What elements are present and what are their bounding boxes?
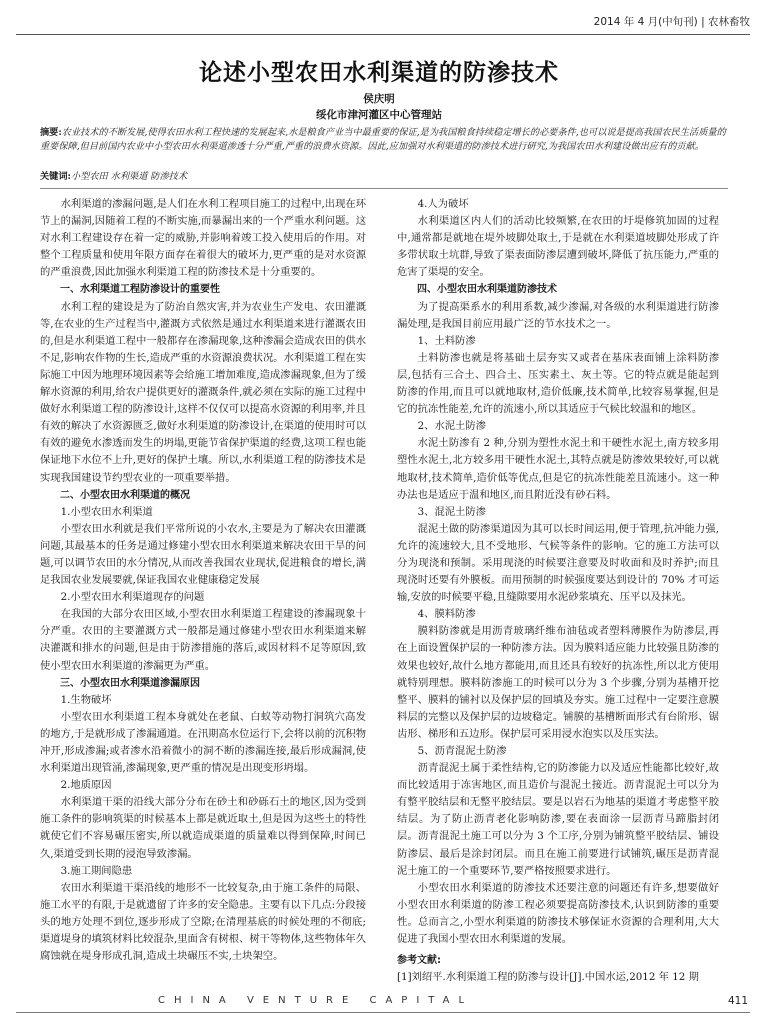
subsection-heading: 4.人为破坏: [417, 198, 469, 210]
paragraph: 水利渠道的渗漏问题,是人们在水利工程项目施工的过程中,出现在环节上的漏洞,因随着工程的不断实施,而暴漏出来的一个严重水利问题。这对水利工程建设存在着一定的威胁,并影响着竣工投入使用后的作用。对整个工程质量和使用年限方面存在着很大的破坏力,更严重的是对水资源的严重浪费,因此加强水利渠道工程的防渗技术是十分重要的。: [40, 198, 366, 279]
subsection-heading: 1、土料防渗: [417, 334, 476, 347]
section-heading: 四、小型农田水利渠道防渗技术: [417, 284, 557, 296]
left-column: [40, 196, 366, 965]
subsection-heading: 1.生物破坏: [60, 693, 112, 706]
subsection-heading: 2.小型农田水利渠道现存的问题: [60, 591, 205, 604]
keywords: [40, 170, 728, 184]
paragraph: 水利渠道干渠的沿线大部分分布在砂土和砂砾石土的地区,因为受到施工条件的影响筑渠的时候基本上都是就近取土,但是因为这些土的特性就使它们不容易碾压密实,所以就造成渠道的质量难以得到保障,时间已久,渠道受到长期的浸泡导致渗漏。: [40, 796, 366, 860]
paragraph: 水泥土防渗有 2 种,分别为塑性水泥土和干硬性水泥土,南方较多用塑性水泥土,北方较多用干硬性水泥土,其特点就是防渗效果较好,可以就地取材,技术简单,造价低等优点,但是它的抗冻性能差且流速小。这一种办法也是适应于温和地区,而且附近没有砂石料。: [397, 437, 719, 501]
journal-header: 2014 年 4 月(中旬刊) | 农林畜牧: [593, 16, 750, 28]
paragraph: 农田水利渠道干渠沿线的地形不一比较复杂,由于施工条件的局限、施工水平的有限,于是就遗留了许多的安全隐患。主要有以下几点:分段接头的地方处理不到位,逐步形成了空隙;在清理基底的时候处理的不彻底;渠道堤身的填筑材料比较混杂,里面含有树根、树干等物体,这些物体年久腐蚀就在堤身形成孔洞,造成土块碾压不实,土块架空。: [40, 881, 366, 963]
reference-item: [1]刘绍平.水利渠道工程的防渗与设计[J].中国水运,2012 年 12 期: [397, 971, 699, 984]
subsection-heading: 2、水泥土防渗: [417, 420, 486, 433]
paragraph: 土料防渗也就是将基础土层夯实又或者在基床表面铺上涂料防渗层,包括有三合土、四合土、压实素土、灰土等。它的特点就是能起到防渗的作用,而且可以就地取材,造价低廉,技术简单,比较容易掌握,但是它的抗冻性能差,允许的流速小,所以其适应于气候比较温和的地区。: [397, 351, 719, 416]
paragraph: 为了提高渠系水的利用系数,减少渗漏,对各级的水利渠道进行防渗漏处理,是我国目前应用最广泛的节水技术之一。: [397, 300, 719, 330]
paragraph: 水利渠道区内人们的活动比较频繁,在农田的圩堤修筑加固的过程中,通常都是就地在堤外坡脚处取土,于是就在水利渠道坡脚处形成了许多带状取土坑群,导致了渠表面防渗层遭到破坏,降低了抗压能力,严重的危害了渠堤的安全。: [397, 215, 719, 279]
subsection-heading: 3、混泥土防渗: [417, 505, 486, 518]
article-author: 侯庆明: [363, 93, 395, 105]
paragraph: 膜料防渗就是用沥青玻璃纤维布油毡或者塑料薄膜作为防渗层,再在上面设置保护层的一种防渗方法。因为膜料适应能力比较强且防渗的效果也较好,故什么地方都能用,而且还具有较好的抗冻性,所以北方使用就特别理想。膜料防渗施工的时候可以分为 3 个步骤,分别为基槽开挖整平、膜料的铺衬以及保护层的回填及夯实。施工过程中一定要注意膜料层的完整以及保护层的边坡稳定。铺膜的基槽断面形式有台阶形、锯齿形、梯形和五边形。保护层可采用浸水泡实以及压实法。: [397, 625, 719, 740]
footer-journal-name: CHINA VENTURE CAPITAL: [158, 995, 474, 1006]
section-heading: 三、小型农田水利渠道渗漏原因: [60, 677, 200, 689]
paragraph: 沥青混泥土属于柔性结构,它的防渗能力以及适应性能都比较好,故而比较适用于冻害地区,而且造价与混泥土接近。沥青混泥土可以分为有整平胶结层和无整平胶结层。要是以岩石为地基的渠道才考虑整平胶结层。为了防止沥青老化影响防渗,要在表面涂一层沥青马蹄脂封闭层。沥青混泥土施工可以分为 3 个工序,分别为铺筑整平胶结层、铺设防渗层、最后是涂封闭层。而且在施工前要进行试铺筑,碾压是沥青混泥土施工的一个重要环节,要严格按照要求进行。: [397, 762, 719, 877]
subsection-heading: 4、膜料防渗: [417, 608, 476, 621]
section-heading: 二、小型农田水利渠道的概况: [60, 489, 190, 501]
section-heading: 一、水利渠道工程防渗设计的重要性: [60, 284, 220, 296]
footer-rule: [16, 1012, 750, 1013]
subsection-heading: 5、沥青混泥土防渗: [417, 745, 507, 757]
keywords-text: 小型农田 水利渠道 防渗技术: [70, 171, 188, 182]
abstract-text: 农业技术的不断发展,使得农田水利工程快速的发展起来,水是粮食产业当中最重要的保证,是为我国粮食持续稳定增长的必要条件,也可以说是提高我国农民生活质量的重要保障,但目前国内农业中小型农田水利渠道渗透十分严重,严重的浪费水资源。因此,应加强对水利渠道的防渗技术进行研究,为我国农田水利建设做出应有的贡献。: [40, 127, 726, 152]
subsection-heading: 1.小型农田水利渠道: [60, 505, 153, 518]
abstract-label: 摘要:: [40, 127, 62, 138]
paragraph: 在我国的大部分农田区域,小型农田水利渠道工程建设的渗漏现象十分严重。农田的主要灌溉方式一般都是通过修建小型农田水利渠道来解决灌溉和排水的问题,但是由于防渗措施的落后,或因材料不足等原因,致使小型农田水利渠道的渗漏更为严重。: [40, 608, 366, 672]
subsection-heading: 3.施工期间隐患: [60, 864, 133, 877]
paragraph: 混泥土做的防渗渠道因为其可以长时间运用,便于管理,抗冲能力强,允许的流速较大,且不受地形、气候等条件的影响。它的施工方法可以分为现浇和预制。采用现浇的时候要注意要及时收面和及时养护;而且现浇时还要有外膜板。而用预制的时候强度要达到设计的 70% 才可运输,安放的时候要平稳,且缝隙要用水泥砂浆填充、压平以及抹光。: [397, 522, 719, 604]
keywords-label: 关键词:: [40, 171, 71, 182]
abstract: [40, 126, 728, 154]
right-column: [397, 196, 719, 986]
paragraph: 小型农田水利就是我们平常所说的小农水,主要是为了解决农田灌溉问题,其最基本的任务是通过修建小型农田水利渠道来解决农田干旱的问题,可以调节农田的水分情况,从而改善我国农业现状,促进粮食的增长,满足我国农业发展要就,保证我国农业健康稳定发展: [40, 522, 366, 587]
subsection-heading: 2.地质原因: [60, 779, 112, 792]
references-label: 参考文献:: [397, 955, 441, 967]
abstract-separator: [40, 188, 728, 189]
page-number: 411: [727, 995, 748, 1007]
paragraph: 小型农田水利渠道的防渗技术还要注意的问题还有许多,想要做好小型农田水利渠道的防渗工程必须要提高防渗技术,认识到防渗的重要性。总而言之,小型水利渠道的防渗技术够保证水资源的合理利用,大大促进了我国小型农田水利渠道的发展。: [397, 881, 719, 946]
article-title: 论述小型农田水利渠道的防渗技术: [199, 60, 559, 86]
header-rule: [16, 34, 750, 35]
paragraph: 小型农田水利渠道工程本身就处在老鼠、白蚁等动物打洞筑穴高发的地方,于是就形成了渗漏通道。在汛期高水位运行下,会将以前的沉积物冲开,形成渗漏;或者渗水沿着微小的洞不断的渗漏连接,最后形成漏洞,使水利渠道出现管涌,渗漏现象,更严重的情况是出现变形坍塌。: [40, 710, 366, 775]
paragraph: 水利工程的建设是为了防治自然灾害,并为农业生产发电、农田灌溉等,在农业的生产过程当中,灌溉方式依然是通过水利渠道来进行灌溉农田的,但是水利渠道工程中一般都存在渗漏现象,这种渗漏会造成农田的供水不足,影响农作物的生长,造成严重的水资源浪费状况。水利渠道工程在实际施工中因为地理环境因素等会给施工增加难度,造成渗漏现象,但为了缓解水资源的利用,给农户提供更好的灌溉条件,就必须在实际的施工过程中做好水利渠道工程的防渗设计,这样不仅仅可以提高水资源的利用率,并且有效的解决了水资源匮乏,做好水利渠道的防渗设计,在渠道的使用时可以有效的避免水渗透而发生的坍塌,更能节省保护渠道的经费,这项工程也能保证地下水位不上升,更好的保护土壤。所以,水利渠道工程的防渗技术是实现我国建设节约型农业的一项重要举措。: [40, 300, 366, 484]
article-affiliation: 绥化市津河灌区中心管理站: [316, 109, 442, 121]
